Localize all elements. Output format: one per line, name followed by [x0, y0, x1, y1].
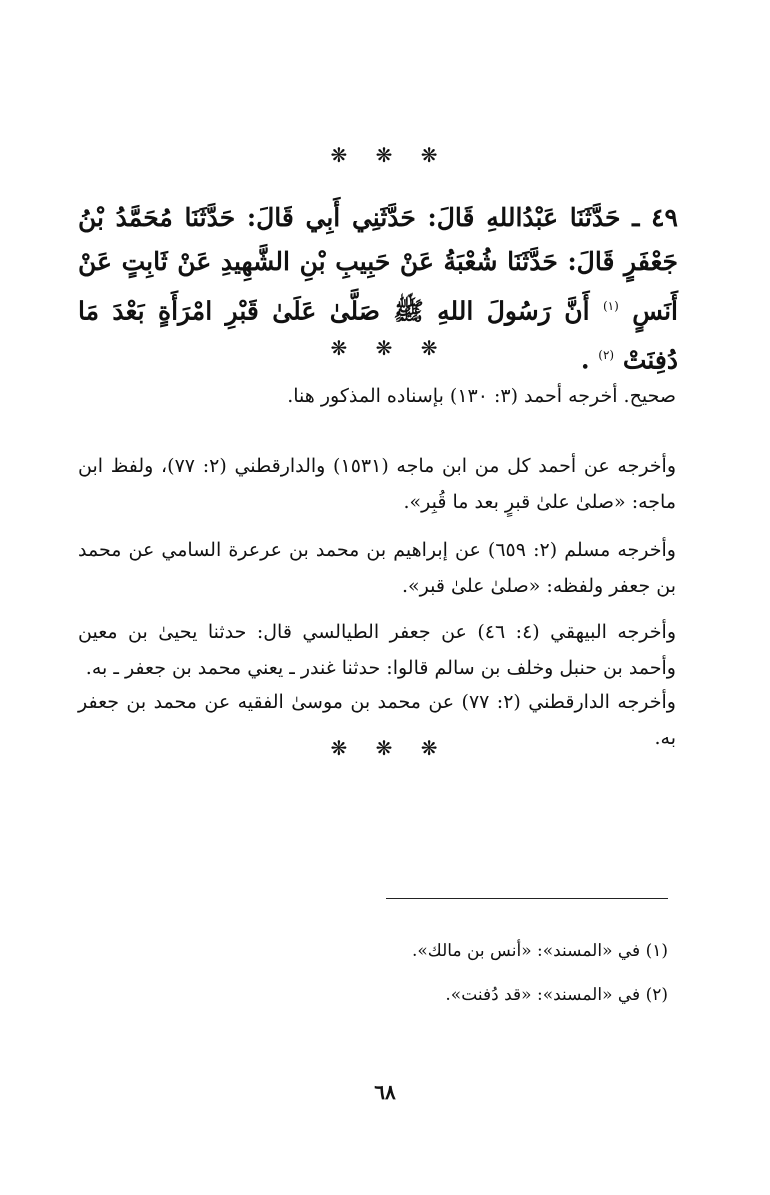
- takhrij-paragraph-1: صحيح. أخرجه أحمد (٣: ١٣٠) بإسناده المذكور هنا.: [287, 385, 676, 407]
- footnote-1: (١) في «المسند»: «أنس بن مالك».: [411, 941, 668, 961]
- takhrij-paragraph-3: وأخرجه مسلم (٢: ٦٥٩) عن إبراهيم بن محمد بن عرعرة السامي عن محمد بن جعفر ولفظه: «صلىٰ علىٰ قبر».: [78, 539, 676, 597]
- footnote-ref-2: (٢): [598, 348, 615, 363]
- takhrij-paragraph-4: وأخرجه البيهقي (٤: ٤٦) عن جعفر الطيالسي قال: حدثنا يحيىٰ بن معين وأحمد بن حنبل وخلف بن سالم قالوا: حدثنا غندر ـ يعني محمد بن جعفر ـ به.: [78, 621, 676, 679]
- footnote-2: (٢) في «المسند»: «قد دُفنت».: [445, 985, 668, 1005]
- takhrij-paragraph-5: وأخرجه الدارقطني (٢: ٧٧) عن محمد بن موسىٰ الفقيه عن محمد بن جعفر به.: [78, 691, 676, 749]
- ornament-divider-bottom: ❋ ❋ ❋: [330, 736, 440, 760]
- footnote-separator: [386, 898, 668, 899]
- takhrij-paragraph-2: وأخرجه عن أحمد كل من ابن ماجه (١٥٣١) والدارقطني (٢: ٧٧)، ولفظ ابن ماجه: «صلىٰ علىٰ قبرٍ بعد ما قُبِر».: [78, 455, 677, 513]
- page-number: ٦٨: [374, 1080, 396, 1104]
- hadith-isnad: حَدَّثَنَا عَبْدُاللهِ قَالَ: حَدَّثَنِي أَبِي قَالَ: حَدَّثَنَا مُحَمَّدُ بْنُ جَعْفَرٍ قَالَ: حَدَّثَنَا شُعْبَةُ عَنْ حَبِيبِ بْنِ الشَّهِيدِ عَنْ ثَابِتٍ عَنْ أَنَسٍ: [78, 203, 678, 326]
- footnote-ref-1: (١): [602, 299, 619, 313]
- ornament-divider-middle: ❋ ❋ ❋: [330, 336, 440, 360]
- hadith-end: .: [580, 345, 590, 375]
- hadith-matn: أَنَّ رَسُولَ اللهِ ﷺ صَلَّىٰ عَلَىٰ قَبْرِ امْرَأَةٍ بَعْدَ مَا دُفِنَتْ: [78, 296, 678, 375]
- hadith-number: ٤٩ ـ: [632, 203, 678, 232]
- ornament-divider-top: ❋ ❋ ❋: [330, 143, 440, 167]
